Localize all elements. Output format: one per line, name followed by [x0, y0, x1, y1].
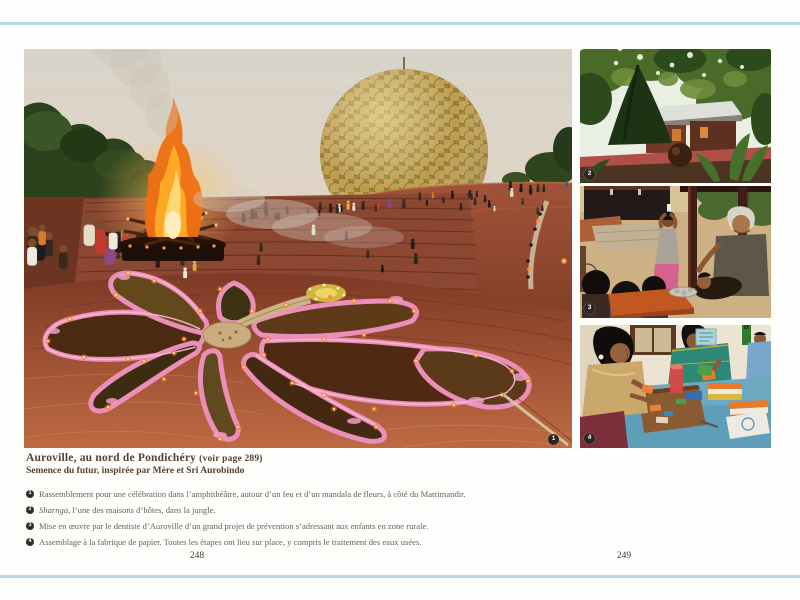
- section-title: [26, 452, 263, 464]
- caption-text-2: l’une des maisons d’hôtes, dans la jungle.: [70, 505, 216, 515]
- caption-row-3: [26, 518, 566, 534]
- main-photo-amphitheatre-matrimandir: [24, 49, 572, 448]
- bottom-rule: [0, 575, 800, 578]
- figure-badge-1: 1: [548, 434, 559, 445]
- top-rule: [0, 22, 800, 25]
- caption-number-3: 3: [26, 522, 34, 530]
- section-heading: [26, 452, 263, 476]
- figure-badge-3: 3: [584, 303, 595, 314]
- title-page-reference: (voir page 289): [199, 454, 263, 464]
- photo-paper-factory: [580, 325, 771, 448]
- photo-dental-project: [580, 186, 771, 318]
- caption-text-1: Rassemblement pour une célébration dans l’amphithéâtre, autour d’un feu et d’un mandala de fleurs, à côté du Matrimandir.: [39, 489, 466, 499]
- caption-list: [26, 486, 566, 550]
- photo-sharnga-guesthouse: [580, 49, 771, 183]
- caption-row-1: [26, 486, 566, 502]
- figure-badge-4: 4: [584, 433, 595, 444]
- caption-row-2: [26, 502, 566, 518]
- page-number-right: 249: [616, 551, 632, 561]
- caption-number-2: 2: [26, 506, 34, 514]
- caption-number-4: 4: [26, 538, 34, 546]
- caption-number-1: 1: [26, 490, 34, 498]
- figure-badge-2: 2: [584, 169, 595, 180]
- caption-text-4: Assemblage à la fabrique de papier. Toutes les étapes ont lieu sur place, y compris le traitement des eaux usées.: [39, 537, 422, 547]
- caption-row-4: [26, 534, 566, 550]
- title-text: Auroville, au nord de Pondichéry: [26, 452, 200, 464]
- section-subtitle: Semence du futur, inspirée par Mère et Sri Aurobindo: [26, 466, 245, 476]
- caption-lead-2: Sharnga,: [39, 505, 71, 515]
- page-number-left: 248: [189, 551, 205, 561]
- caption-text-3: Mise en œuvre par le dentiste d’Auroville d’un grand projet de prévention s’adressant aux enfants en zone rurale.: [39, 521, 429, 531]
